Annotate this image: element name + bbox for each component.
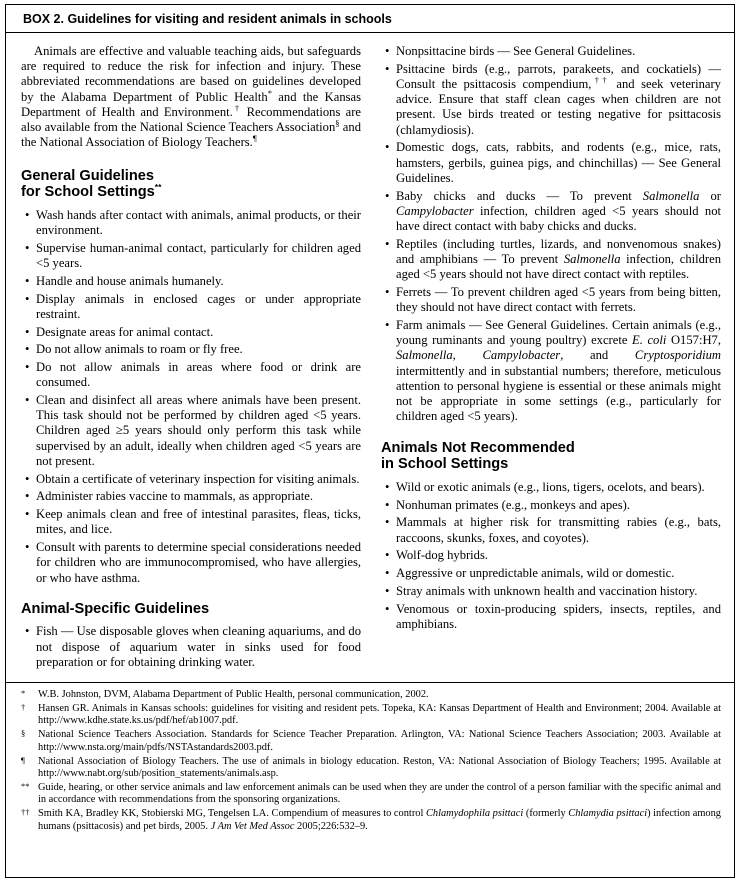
list-item: • Farm animals — See General Guidelines. Certain animals (e.g., young ruminants and young poultry) excrete E. coli O157:H7, Salmonella, Campylobacter, and Cryptosporidium intermittently and in substantial numbers; therefore, meticulous attention to personal hygiene is essential or these animals might not be appropriate in some settings (e.g., particularly for children aged <5 years). (396, 318, 721, 425)
list-item: • Designate areas for animal contact. (36, 325, 361, 340)
footnote-text: Hansen GR. Animals in Kansas schools: guidelines for visiting and resident pets. Topeka, KA: Kansas Department of Health and Environment; 2004. Available at http://www.kdhe.state.ks.us/pdf/hef/ab1007.pdf. (38, 702, 721, 727)
list-item: • Baby chicks and ducks — To prevent Salmonella or Campylobacter infection, children aged <5 years should not have direct contact with baby chicks and ducks. (396, 189, 721, 235)
general-guidelines-list (21, 208, 361, 586)
list-item: • Fish — Use disposable gloves when cleaning aquariums, and do not dispose of aquarium water in sinks used for food preparation or for obtaining drinking water. (36, 624, 361, 670)
animal-specific-list-left (21, 624, 361, 670)
list-item: • Clean and disinfect all areas where animals have been present. This task should not be performed by children aged <5 years. Children aged ≥5 years should only perform this task while supervised by an adult, ideally when children aged <5 years are not present. (36, 393, 361, 469)
footnote-row (21, 782, 721, 807)
footnote-text: National Science Teachers Association. Standards for Science Teacher Preparation. Arlington, VA: National Science Teachers Association; 2003. Available at http://www.nsta.org/main/pdfs/NSTAstandards2003.pdf. (38, 729, 721, 753)
list-item: • Administer rabies vaccine to mammals, as appropriate. (36, 489, 361, 504)
guidelines-box (5, 4, 735, 878)
intro-paragraph: Animals are effective and valuable teaching aids, but safeguards are required to reduce the risk for infection and injury. These abbreviated recommendations are based on guidelines developed by the Alabama Department of Public Health* and the Kansas Department of Health and Environment.† Recommendations are also available from the National Science Teachers Association§ and the National Association of Biology Teachers.¶ (21, 44, 362, 150)
footnote-marker: † (21, 701, 26, 712)
footnote-marker: § (21, 728, 26, 739)
footnote-text: Smith KA, Bradley KK, Stobierski MG, Tengelsen LA. Compendium of measures to control Chlamydophila psittaci (formerly Chlamydia psittaci) infection among humans (psittacosis) and pet birds, 2005. J Am Vet Med Assoc 2005;226:532–9. (38, 808, 721, 832)
list-item: • Do not allow animals in areas where food or drink are consumed. (36, 360, 361, 390)
list-item: • Do not allow animals to roam or fly free. (36, 342, 361, 357)
animal-specific-list-right (381, 44, 721, 425)
list-item: • Nonhuman primates (e.g., monkeys and apes). (396, 498, 721, 513)
right-column (381, 42, 721, 673)
heading-not-recommended: Animals Not Recommended in School Settings (381, 439, 575, 473)
list-item: • Keep animals clean and free of intestinal parasites, fleas, ticks, mites, and lice. (36, 507, 361, 537)
list-item: • Consult with parents to determine special considerations needed for children who are immunocompromised, who have allergies, or who have asthma. (36, 540, 361, 586)
list-item: • Stray animals with unknown health and vaccination history. (396, 584, 721, 599)
footnote-row (21, 729, 721, 754)
list-item: • Obtain a certificate of veterinary inspection for visiting animals. (36, 472, 361, 487)
footnote-row (21, 808, 721, 833)
list-item: • Wolf-dog hybrids. (396, 548, 721, 563)
footnote-row (21, 756, 721, 781)
list-item: • Wash hands after contact with animals, animal products, or their environment. (36, 208, 361, 238)
footnote-marker: ** (21, 781, 30, 791)
content-columns (21, 33, 721, 673)
footnote-marker: †† (21, 807, 30, 818)
list-item: • Supervise human-animal contact, particularly for children aged <5 years. (36, 241, 361, 271)
footnote-text: National Association of Biology Teachers. The use of animals in biology education. Reston, VA: National Association of Biology Teachers; 1995. Available at http://www.nabt.org/sub/position_statements/animals.asp. (38, 755, 721, 780)
list-item: • Venomous or toxin-producing spiders, insects, reptiles, and amphibians. (396, 602, 721, 632)
box-title: BOX 2. Guidelines for visiting and resident animals in schools (23, 12, 392, 26)
list-item: • Display animals in enclosed cages or under appropriate restraint. (36, 292, 361, 322)
footnote-row (21, 689, 721, 701)
footnote-marker: ¶ (21, 754, 25, 765)
heading-general-guidelines: General Guidelines for School Settings** (21, 167, 162, 201)
left-column (21, 42, 361, 673)
list-item: • Ferrets — To prevent children aged <5 years from being bitten, they should not have direct contact with ferrets. (396, 285, 721, 315)
list-item: • Nonpsittacine birds — See General Guidelines. (396, 44, 721, 59)
footnote-text: Guide, hearing, or other service animals and law enforcement animals can be used when they are under the control of a person familiar with the specific animal and in accordance with recommendations from the sponsoring organizations. (38, 782, 721, 806)
footnote-text: W.B. Johnston, DVM, Alabama Department of Public Health, personal communication, 2002. (38, 688, 429, 700)
list-item: • Wild or exotic animals (e.g., lions, tigers, ocelots, and bears). (396, 480, 721, 495)
list-item: • Domestic dogs, cats, rabbits, and rodents (e.g., mice, rats, hamsters, gerbils, guinea pigs, and chinchillas) — See General Guidelines. (396, 140, 721, 186)
footnote-marker: * (21, 687, 26, 698)
heading-animal-specific: Animal-Specific Guidelines (21, 600, 210, 617)
list-item: • Handle and house animals humanely. (36, 274, 361, 289)
list-item: • Psittacine birds (e.g., parrots, parakeets, and cockatiels) — Consult the psittacosis compendium,†† and seek veterinary advice. Ensure that staff clean cages when children are not present. Use birds treated or testing negative for psittacosis (chlamydiosis). (396, 62, 721, 138)
list-item: • Reptiles (including turtles, lizards, and nonvenomous snakes) and amphibians — To prevent Salmonella infection, children aged <5 years should not have direct contact with reptiles. (396, 237, 721, 283)
footnote-row (21, 703, 721, 728)
not-recommended-list (381, 480, 721, 632)
list-item: • Aggressive or unpredictable animals, wild or domestic. (396, 566, 721, 581)
footnotes-section (6, 682, 734, 834)
list-item: • Mammals at higher risk for transmitting rabies (e.g., bats, raccoons, skunks, foxes, and coyotes). (396, 515, 721, 545)
